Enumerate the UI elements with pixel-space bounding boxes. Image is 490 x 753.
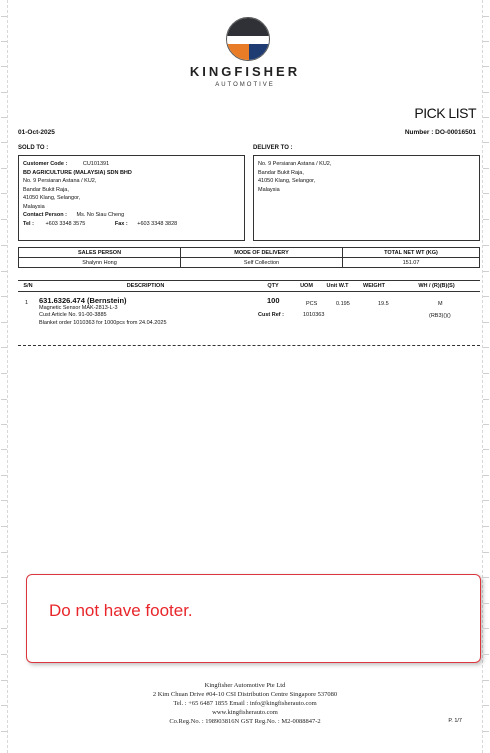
item-rbs: (RB3)()() bbox=[429, 313, 451, 319]
grid-tick bbox=[1, 500, 7, 501]
grid-tick bbox=[483, 399, 489, 400]
grid-tick bbox=[1, 245, 7, 246]
grid-tick bbox=[1, 424, 7, 425]
grid-tick bbox=[483, 373, 489, 374]
grid-tick bbox=[483, 41, 489, 42]
grid-tick bbox=[1, 628, 7, 629]
fax-label: Fax : bbox=[114, 220, 128, 227]
grid-tick bbox=[1, 92, 7, 93]
summary-table bbox=[18, 247, 480, 268]
grid-tick bbox=[1, 577, 7, 578]
grid-tick bbox=[483, 92, 489, 93]
grid-tick bbox=[483, 66, 489, 67]
grid-tick bbox=[483, 245, 489, 246]
deliver-to-label: DELIVER TO : bbox=[253, 145, 293, 151]
grid-tick bbox=[483, 16, 489, 17]
grid-tick bbox=[1, 373, 7, 374]
sold-to-address-line: 41050 Klang, Selangor, bbox=[23, 195, 81, 201]
col-weight: WEIGHT bbox=[363, 283, 385, 289]
grid-tick bbox=[1, 117, 7, 118]
footer-website: www.kingfisherauto.com bbox=[212, 709, 278, 716]
grid-tick bbox=[483, 117, 489, 118]
tel-value: +603 3348 3575 bbox=[45, 220, 86, 227]
grid-tick bbox=[483, 449, 489, 450]
grid-tick bbox=[1, 66, 7, 67]
customer-company: BD AGRICULTURE (MALAYSIA) SDN BHD bbox=[23, 169, 132, 176]
col-sn: S/N bbox=[23, 283, 33, 289]
grid-tick bbox=[1, 475, 7, 476]
sales-person: Shalynn Hong bbox=[19, 258, 181, 268]
annotation-callout bbox=[26, 574, 481, 663]
grid-tick bbox=[1, 603, 7, 604]
grid-tick bbox=[483, 219, 489, 220]
grid-tick bbox=[483, 424, 489, 425]
summary-header-sales-person: SALES PERSON bbox=[19, 248, 181, 258]
grid-tick bbox=[483, 500, 489, 501]
grid-tick bbox=[483, 731, 489, 732]
footer-registration: Co.Reg.No. : 198903816N GST Reg.No. : M2-0088847-2 bbox=[169, 718, 321, 725]
brand-name: KINGFISHER bbox=[189, 64, 301, 79]
grid-tick bbox=[1, 552, 7, 553]
grid-tick bbox=[483, 552, 489, 553]
grid-tick bbox=[1, 449, 7, 450]
grid-tick bbox=[1, 705, 7, 706]
col-qty: QTY bbox=[267, 283, 279, 289]
customer-code-label: Customer Code : bbox=[23, 161, 68, 167]
kingfisher-logo bbox=[226, 17, 270, 61]
col-description: DESCRIPTION bbox=[126, 283, 165, 289]
grid-tick bbox=[1, 399, 7, 400]
contact-label: Contact Person : bbox=[23, 212, 68, 218]
sold-to-address-line: No. 9 Persiaran Astana / KU2, bbox=[23, 178, 97, 184]
grid-tick bbox=[483, 705, 489, 706]
brand-tagline: AUTOMOTIVE bbox=[215, 82, 275, 88]
footer-address: 2 Kim Chuan Drive #04-10 CSI Distribution Centre Singapore 537080 bbox=[152, 691, 338, 698]
grid-tick bbox=[1, 41, 7, 42]
item-qty: 100 bbox=[267, 296, 280, 305]
sold-to-box bbox=[18, 155, 245, 241]
grid-tick bbox=[483, 628, 489, 629]
grid-tick bbox=[483, 168, 489, 169]
customer-code: CU101391 bbox=[82, 161, 110, 167]
cust-ref: 1010363 bbox=[303, 312, 325, 318]
grid-tick bbox=[483, 577, 489, 578]
grid-tick bbox=[1, 16, 7, 17]
grid-tick bbox=[1, 322, 7, 323]
contact-person: Ms. No Siau Cheng bbox=[76, 212, 125, 218]
grid-tick bbox=[1, 526, 7, 527]
deliver-to-address-line: Malaysia bbox=[258, 186, 280, 193]
total-net-weight: 151.07 bbox=[343, 258, 480, 268]
item-desc-1: Magnetic Sensor MAK-2813-L-3 bbox=[39, 304, 118, 311]
summary-header-net-wt: TOTAL NET WT (KG) bbox=[343, 248, 480, 258]
grid-tick bbox=[483, 322, 489, 323]
document-date: 01-Oct-2025 bbox=[18, 129, 55, 136]
grid-tick bbox=[483, 526, 489, 527]
grid-tick bbox=[483, 654, 489, 655]
sold-to-label: SOLD TO : bbox=[18, 145, 49, 151]
grid-tick bbox=[1, 347, 7, 348]
grid-tick bbox=[483, 271, 489, 272]
item-uom: PCS bbox=[306, 301, 318, 307]
summary-header-delivery-mode: MODE OF DELIVERY bbox=[181, 248, 343, 258]
deliver-to-address-line: Bandar Bukit Raja, bbox=[258, 169, 304, 176]
item-wh: M bbox=[438, 301, 443, 307]
fax-value: +603 3348 3828 bbox=[137, 220, 178, 227]
document-number: Number : DO-00016501 bbox=[404, 129, 476, 136]
page-number: P. 1/7 bbox=[448, 718, 462, 724]
sold-to-address-line: Bandar Bukit Raja, bbox=[23, 186, 69, 193]
grid-tick bbox=[483, 680, 489, 681]
deliver-to-box bbox=[253, 155, 480, 241]
grid-tick bbox=[1, 654, 7, 655]
deliver-to-address-line: No. 9 Persiaran Astana / KU2, bbox=[258, 161, 332, 167]
grid-tick bbox=[483, 347, 489, 348]
item-unit-wt: 0.195 bbox=[336, 301, 350, 307]
deliver-to-address-line: 41050 Klang, Selangor, bbox=[258, 178, 316, 184]
grid-tick bbox=[1, 168, 7, 169]
grid-tick bbox=[1, 219, 7, 220]
col-wh: WH / (R)(B)(S) bbox=[418, 283, 455, 289]
tel-label: Tel : bbox=[23, 220, 34, 227]
grid-tick bbox=[1, 296, 7, 297]
grid-tick bbox=[1, 142, 7, 143]
grid-tick bbox=[483, 296, 489, 297]
footer-company: Kingfisher Automotive Pte Ltd bbox=[204, 682, 286, 689]
item-code: 631.6326.474 (Bernstein) bbox=[39, 296, 127, 305]
grid-tick bbox=[1, 271, 7, 272]
col-unit-wt: Unit W.T bbox=[326, 283, 349, 289]
annotation-text: Do not have footer. bbox=[49, 601, 193, 620]
grid-tick bbox=[483, 603, 489, 604]
grid-tick bbox=[1, 193, 7, 194]
right-margin-guide bbox=[482, 0, 490, 753]
grid-tick bbox=[1, 680, 7, 681]
item-sn: 1 bbox=[25, 300, 29, 306]
grid-tick bbox=[1, 731, 7, 732]
left-margin-guide bbox=[0, 0, 8, 753]
sold-to-address-line: Malaysia bbox=[23, 203, 45, 210]
grid-tick bbox=[483, 142, 489, 143]
cust-ref-label: Cust Ref : bbox=[258, 312, 284, 318]
document-title: PICK LIST bbox=[414, 105, 476, 121]
grid-tick bbox=[483, 475, 489, 476]
col-uom: UOM bbox=[300, 283, 313, 289]
footer-contact: Tel. : +65 6487 1855 Email : info@kingfisherauto.com bbox=[173, 700, 317, 707]
item-separator bbox=[18, 345, 480, 346]
item-desc-3: Blanket order 1010363 for 1000pcs from 24.04.2025 bbox=[39, 319, 167, 326]
company-footer bbox=[0, 681, 490, 726]
line-items-header bbox=[18, 280, 480, 292]
item-weight: 19.5 bbox=[378, 301, 389, 307]
delivery-mode: Self Collection bbox=[181, 258, 343, 268]
item-desc-2: Cust Article No. 91-00-3885 bbox=[39, 312, 107, 318]
grid-tick bbox=[483, 193, 489, 194]
